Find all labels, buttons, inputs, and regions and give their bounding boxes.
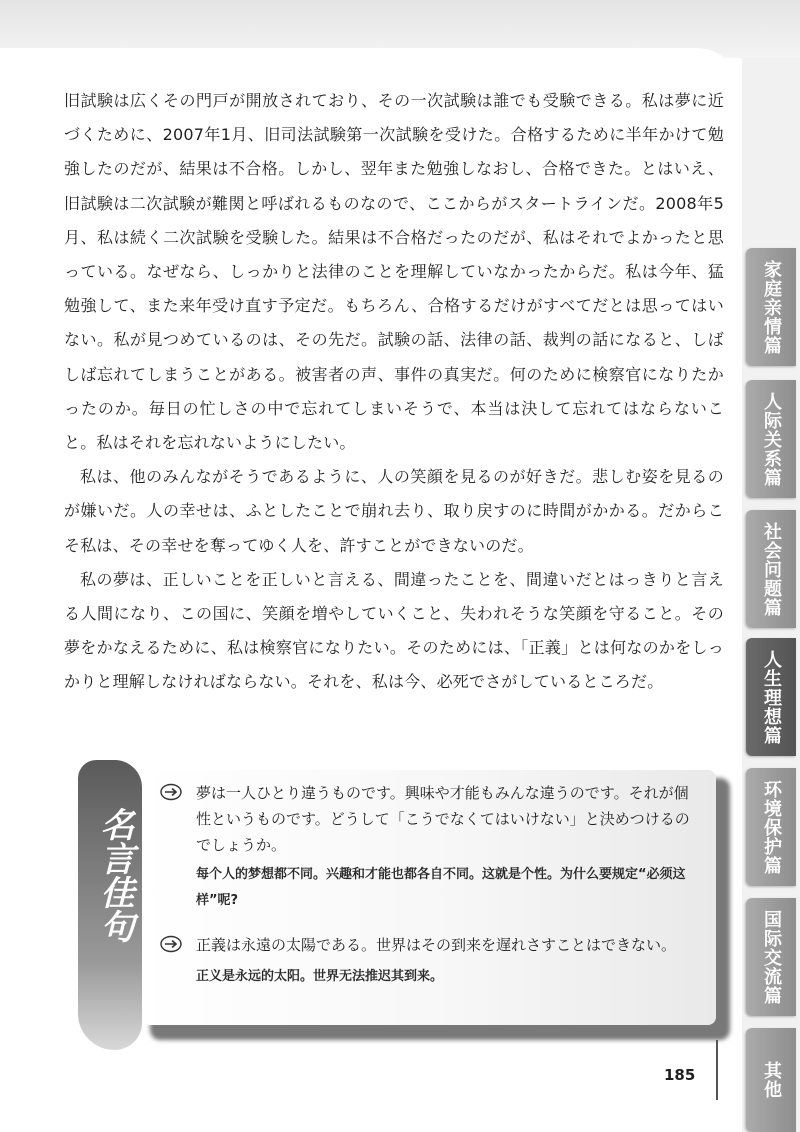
tab-social-issues[interactable] [746,510,796,628]
arrow-bullet-icon [160,783,182,801]
paragraph-1: 旧試験は広くその門戸が開放されており、その一次試験は誰でも受験できる。私は夢に近づくために、2007年1月、旧司法試験第一次試験を受けた。合格するために半年かけて勉強したのだが、結果は不合格。しかし、翌年また勉強しなおし、合格できた。とはいえ、旧試験は二次試験が難関と呼ばれるものなので、ここからがスタートラインだ。2008年5月、私は続く二次試験を受験した。結果は不合格だったのだが、私はそれでよかったと思っている。なぜなら、しっかりと法律のことを理解していなかったからだ。私は今年、猛勉強して、また来年受け直す予定だ。もちろん、合格するだけがすべてだとは思ってはいない。私が見つめているのは、その先だ。試験の話、法律の話、裁判の話になると、しばしば忘れてしまうことがある。被害者の声、事件の真実だ。何のために検察官になりたかったのか。毎日の忙しさの中で忘れてしまいそうで、本当は決して忘れてはならないこと。私はそれを忘れないようにしたい。 [64,91,724,453]
tab-international[interactable] [746,898,796,1016]
tab-family[interactable] [746,248,796,366]
quote-item [160,780,700,914]
quote-item [160,932,700,990]
tab-environment[interactable] [746,768,796,886]
quotes-title: 名言佳句 [94,807,134,943]
tab-label: 环境保护篇 [761,779,782,875]
tab-other[interactable] [746,1028,796,1132]
tab-label: 国际交流篇 [761,909,782,1005]
quote-chinese: 每个人的梦想都不同。兴趣和才能也都各自不同。这就是个性。为什么要规定“必须这样”呢? [196,867,686,908]
tab-label: 人生理想篇 [761,649,782,745]
tab-label: 社会问题篇 [761,521,782,617]
quote-chinese: 正义是永远的太阳。世界无法推迟其到来。 [196,969,444,984]
tab-label: 其他 [761,1061,782,1099]
body-text [64,84,724,700]
quote-japanese: 夢は一人ひとり違うものです。興味や才能もみんな違うのです。それが個性というものです。どうして「こうでなくてはいけない」と決めつけるのでしょうか。 [196,784,690,854]
tab-relationships[interactable] [746,380,796,498]
paragraph-3: 私の夢は、正しいことを正しいと言える、間違ったことを、間違いだとはっきりと言える人間になり、この国に、笑顔を増やしていくこと、失われそうな笑顔を守ること。その夢をかなえるために、私は検察官になりたい。そのためには、「正義」とは何なのかをしっかりと理解しなければならない。それを、私は今、必死でさがしているところだ。 [64,569,724,692]
arrow-bullet-icon [160,935,182,953]
paragraph-2: 私は、他のみんながそうであるように、人の笑顔を見るのが好きだ。悲しむ姿を見るのが嫌いだ。人の幸せは、ふとしたことで崩れ去り、取り戻すのに時間がかかる。だからこそ私は、その幸せを奪ってゆく人を、許すことができないのだ。 [64,467,724,555]
tab-life-ideals[interactable] [746,638,796,756]
tab-label: 人际关系篇 [761,391,782,487]
tab-label: 家庭亲情篇 [761,259,782,355]
page-number-rule [716,1040,718,1100]
page-number: 185 [664,1066,696,1084]
quote-japanese: 正義は永遠の太陽である。世界はその到来を遅れさすことはできない。 [196,936,677,954]
